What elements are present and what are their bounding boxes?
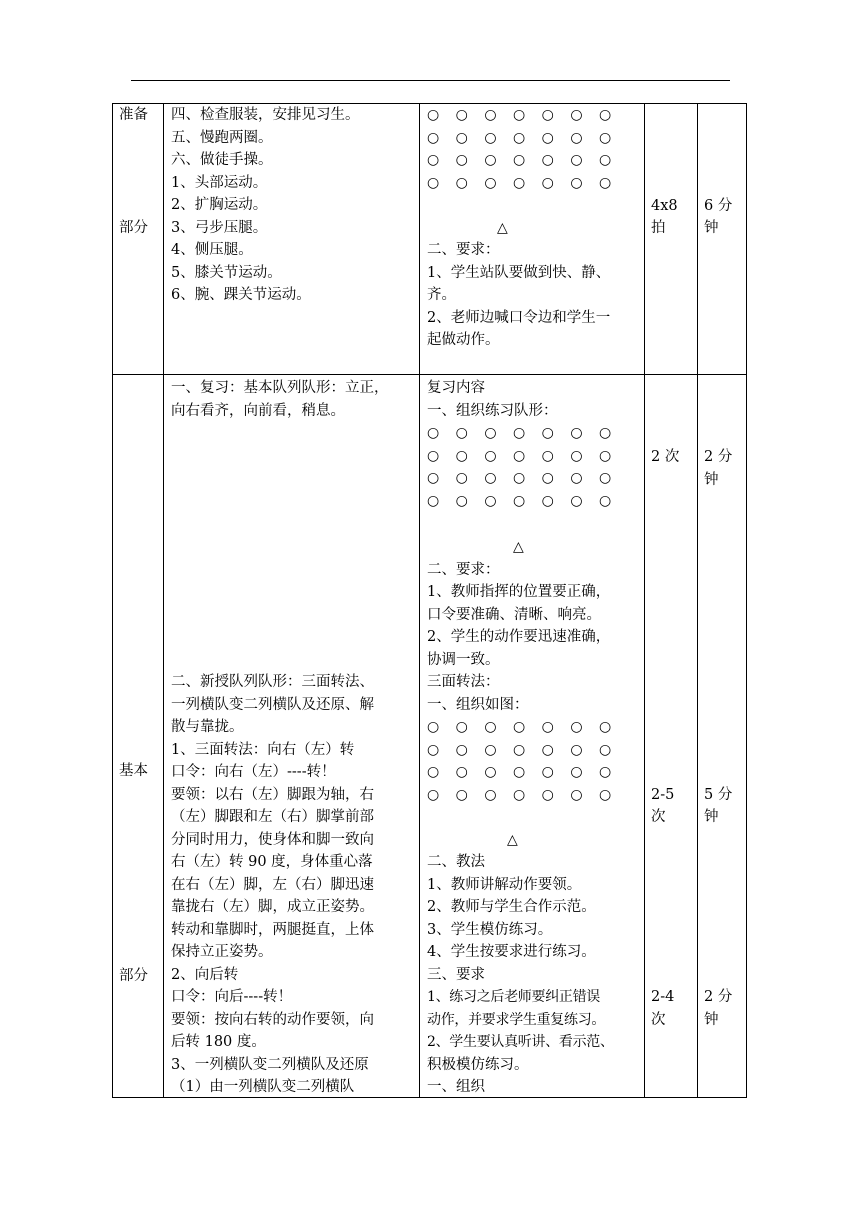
method-line: 一、组织如图： — [427, 696, 529, 713]
lesson-plan-table — [112, 103, 747, 1098]
content-line: 转动和靠脚时，两腿挺直，上体 — [171, 921, 374, 938]
teacher-triangle: △ — [513, 539, 524, 555]
content-line: 口令：向右（左）----转！ — [171, 764, 336, 780]
formation-row: ○ ○ ○ ○ ○ ○ ○ — [427, 129, 618, 146]
method-line: 积极模仿练习。 — [427, 1056, 529, 1073]
time-value: 2 分 — [704, 989, 733, 1005]
method-line: 2、学生的动作要迅速准确， — [427, 629, 611, 645]
method-line: 1、学生站队要做到快、静、 — [427, 264, 611, 281]
content-line: 2、向后转 — [171, 966, 239, 983]
content-line: 分同时用力，使身体和脚一致向 — [171, 831, 374, 848]
formation-row: ○ ○ ○ ○ ○ ○ ○ — [427, 786, 618, 803]
time-value: 2 分 — [704, 449, 733, 465]
content-line: 6、腕、踝关节运动。 — [171, 287, 311, 303]
content-line: 六、做徒手操。 — [171, 152, 273, 168]
method-line: 2、教师与学生合作示范。 — [427, 899, 596, 915]
method-line: 齐。 — [427, 287, 456, 303]
content-line: 5、膝关节运动。 — [171, 264, 282, 281]
content-line: 二、新授队列队形：三面转法、 — [171, 674, 374, 690]
formation-row: ○ ○ ○ ○ ○ ○ ○ — [427, 107, 618, 123]
content-line: 散与靠拢。 — [171, 719, 244, 735]
content-line: 四、检查服装，安排见习生。 — [171, 107, 360, 123]
teacher-triangle: △ — [497, 220, 508, 236]
formation-row: ○ ○ ○ ○ ○ ○ ○ — [427, 447, 618, 464]
time-unit: 钟 — [704, 809, 719, 825]
content-line: 1、三面转法：向右（左）转 — [171, 741, 355, 758]
count-value: 2-4 — [651, 989, 675, 1005]
count-value: 2-5 — [651, 786, 675, 803]
content-line: 3、一列横队变二列横队及还原 — [171, 1056, 369, 1073]
time-unit: 钟 — [704, 220, 719, 236]
time-value: 5 分 — [704, 786, 733, 803]
phase-label-bottom: 部分 — [119, 968, 148, 984]
method-line: 1、教师指挥的位置要正确， — [427, 584, 611, 600]
method-line: 二、要求： — [427, 561, 500, 578]
formation-row: ○ ○ ○ ○ ○ ○ ○ — [427, 764, 618, 780]
formation-row: ○ ○ ○ ○ ○ ○ ○ — [427, 470, 618, 486]
content-line: 口令：向后----转！ — [171, 989, 293, 1005]
time-unit: 钟 — [704, 1011, 719, 1028]
count-unit: 次 — [651, 809, 666, 825]
method-line: 二、要求： — [427, 242, 500, 258]
method-line: 1、教师讲解动作要领。 — [427, 876, 582, 893]
content-line: 2、扩胸运动。 — [171, 197, 268, 213]
table-row-preparation — [113, 104, 746, 375]
method-line: 2、学生要认真听讲、看示范、 — [427, 1034, 614, 1050]
method-line: 三、要求 — [427, 966, 485, 983]
formation-row: ○ ○ ○ ○ ○ ○ ○ — [427, 174, 618, 191]
method-line: 动作，并要求学生重复练习。 — [427, 1011, 606, 1028]
content-line: 3、弓步压腿。 — [171, 219, 268, 236]
content-line: （1）由一列横队变二列横队 — [171, 1079, 355, 1095]
count-unit: 拍 — [651, 220, 666, 236]
time-value: 6 分 — [704, 198, 733, 214]
table-row-basic — [113, 375, 746, 1097]
method-line: 4、学生按要求进行练习。 — [427, 944, 596, 960]
content-line: 一、复习：基本队列队形：立正， — [171, 380, 389, 396]
method-line: 1、练习之后老师要纠正错误 — [427, 989, 601, 1005]
method-line: 二、教法 — [427, 854, 485, 870]
method-line: 2、老师边喊口令边和学生一 — [427, 309, 611, 326]
method-line: 口令要准确、清晰、响亮。 — [427, 606, 601, 623]
method-line: 复习内容 — [427, 380, 485, 396]
time-unit: 钟 — [704, 471, 719, 488]
content-line: 要领：按向右转的动作要领，向 — [171, 1011, 374, 1028]
content-line: 靠拢右（左）脚，成立正姿势。 — [171, 899, 374, 915]
content-line: 在右（左）脚，左（右）脚迅速 — [171, 876, 374, 893]
content-line: 向右看齐，向前看，稍息。 — [171, 402, 345, 419]
method-line: 一、组织 — [427, 1079, 485, 1095]
phase-label-bottom: 部分 — [119, 220, 148, 236]
content-line: 一列横队变二列横队及还原、解 — [171, 696, 374, 713]
phase-label-top: 准备 — [119, 107, 148, 123]
formation-row: ○ ○ ○ ○ ○ ○ ○ — [427, 741, 618, 758]
method-line: 一、组织练习队形： — [427, 402, 558, 419]
formation-row: ○ ○ ○ ○ ○ ○ ○ — [427, 719, 618, 735]
header-rule — [131, 80, 730, 81]
content-line: 要领：以右（左）脚跟为轴，右 — [171, 786, 374, 803]
content-line: 4、侧压腿。 — [171, 242, 253, 258]
method-line: 3、学生模仿练习。 — [427, 921, 553, 938]
phase-label-top: 基本 — [119, 763, 148, 779]
content-line: 右（左）转 90 度，身体重心落 — [171, 854, 373, 870]
formation-row: ○ ○ ○ ○ ○ ○ ○ — [427, 152, 618, 168]
formation-row: ○ ○ ○ ○ ○ ○ ○ — [427, 492, 618, 509]
content-line: 五、慢跑两圈。 — [171, 129, 273, 146]
teacher-triangle: △ — [507, 831, 518, 848]
method-line: 协调一致。 — [427, 651, 500, 668]
formation-row: ○ ○ ○ ○ ○ ○ ○ — [427, 425, 618, 441]
method-line: 三面转法： — [427, 674, 500, 690]
content-line: 1、头部运动。 — [171, 174, 268, 191]
count-value: 2 次 — [651, 449, 680, 465]
content-line: 保持立正姿势。 — [171, 944, 273, 960]
content-line: 后转 180 度。 — [171, 1034, 266, 1050]
count-unit: 次 — [651, 1011, 666, 1028]
method-line: 起做动作。 — [427, 332, 500, 348]
content-line: （左）脚跟和左（右）脚掌前部 — [171, 809, 374, 825]
count-value: 4x8 — [651, 198, 678, 214]
